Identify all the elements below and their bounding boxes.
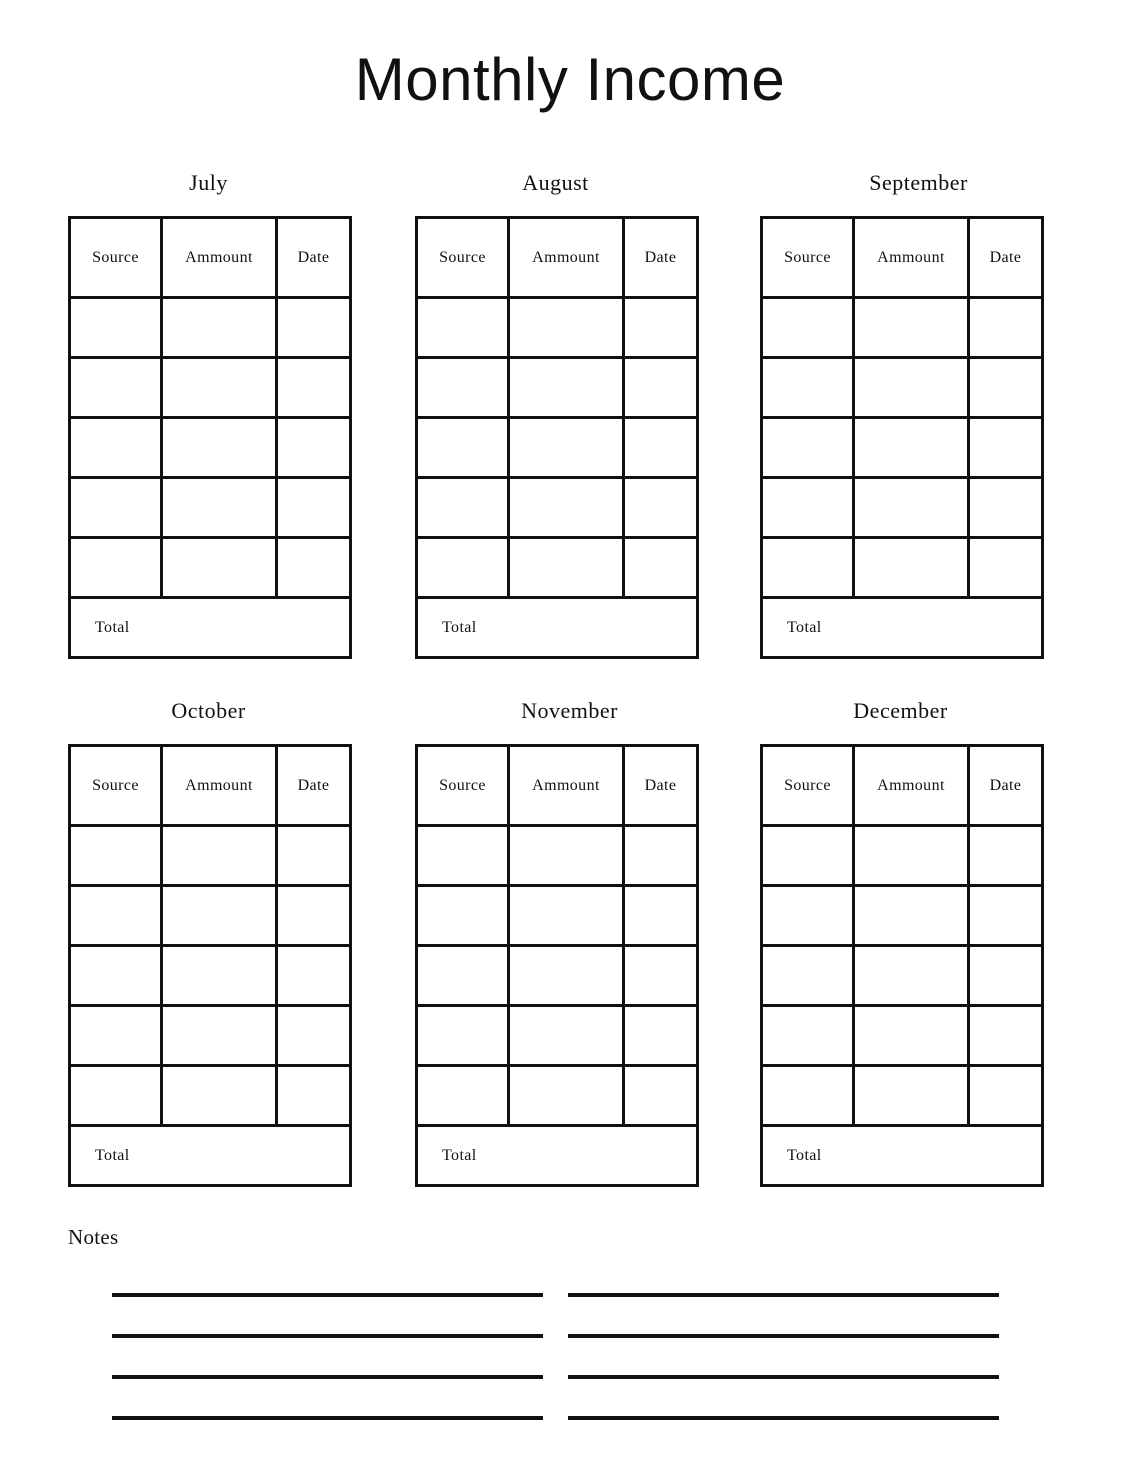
note-line[interactable] (568, 1375, 999, 1379)
table-row (762, 946, 1043, 1006)
table-row (762, 886, 1043, 946)
date-cell[interactable] (969, 826, 1043, 886)
income-table (415, 216, 699, 659)
month-title: August (522, 170, 589, 195)
date-cell[interactable] (969, 886, 1043, 946)
date-cell[interactable] (277, 826, 351, 886)
total-cell[interactable]: Total (70, 598, 351, 658)
amount-cell[interactable] (509, 358, 624, 418)
source-cell[interactable] (417, 1066, 509, 1126)
amount-cell[interactable] (509, 538, 624, 598)
date-header: Date (277, 218, 351, 298)
amount-header: Ammount (162, 746, 277, 826)
date-cell[interactable] (969, 946, 1043, 1006)
table-row (70, 538, 351, 598)
source-header: Source (762, 746, 854, 826)
table-row (70, 298, 351, 358)
amount-cell[interactable] (509, 826, 624, 886)
date-cell[interactable] (969, 478, 1043, 538)
source-cell[interactable] (417, 826, 509, 886)
source-cell[interactable] (762, 478, 854, 538)
source-cell[interactable] (70, 538, 162, 598)
date-header: Date (969, 746, 1043, 826)
amount-cell[interactable] (162, 826, 277, 886)
income-table (68, 744, 352, 1187)
table-row (417, 1006, 698, 1066)
date-cell[interactable] (277, 1006, 351, 1066)
income-table (68, 216, 352, 659)
date-cell[interactable] (277, 358, 351, 418)
table-row (70, 418, 351, 478)
table-row (762, 358, 1043, 418)
amount-cell[interactable] (162, 1006, 277, 1066)
total-row (417, 598, 698, 658)
date-cell[interactable] (624, 826, 698, 886)
source-header: Source (417, 746, 509, 826)
date-cell[interactable] (969, 358, 1043, 418)
source-cell[interactable] (70, 1006, 162, 1066)
month-title: November (521, 698, 618, 723)
source-cell[interactable] (417, 946, 509, 1006)
amount-cell[interactable] (509, 886, 624, 946)
source-cell[interactable] (70, 298, 162, 358)
amount-cell[interactable] (162, 358, 277, 418)
amount-cell[interactable] (854, 826, 969, 886)
date-cell[interactable] (969, 1006, 1043, 1066)
total-row (70, 1126, 351, 1186)
note-line[interactable] (568, 1416, 999, 1420)
table-row (762, 478, 1043, 538)
month-title: July (189, 170, 228, 195)
table-row (417, 418, 698, 478)
date-cell[interactable] (277, 478, 351, 538)
amount-cell[interactable] (854, 1066, 969, 1126)
amount-cell[interactable] (509, 1066, 624, 1126)
amount-cell[interactable] (854, 538, 969, 598)
table-row (762, 826, 1043, 886)
total-cell[interactable]: Total (417, 598, 698, 658)
table-row (417, 826, 698, 886)
note-line[interactable] (568, 1334, 999, 1338)
note-line[interactable] (112, 1416, 543, 1420)
source-cell[interactable] (762, 886, 854, 946)
date-cell[interactable] (969, 418, 1043, 478)
amount-cell[interactable] (854, 946, 969, 1006)
table-row (417, 478, 698, 538)
total-row (70, 598, 351, 658)
amount-cell[interactable] (162, 538, 277, 598)
source-cell[interactable] (70, 358, 162, 418)
date-header: Date (277, 746, 351, 826)
table-row (70, 358, 351, 418)
total-cell[interactable]: Total (417, 1126, 698, 1186)
table-row (70, 886, 351, 946)
total-cell[interactable]: Total (762, 598, 1043, 658)
note-line[interactable] (112, 1293, 543, 1297)
date-cell[interactable] (624, 946, 698, 1006)
date-cell[interactable] (277, 538, 351, 598)
source-cell[interactable] (70, 1066, 162, 1126)
date-cell[interactable] (624, 538, 698, 598)
table-row (70, 946, 351, 1006)
table-row (762, 1006, 1043, 1066)
amount-cell[interactable] (854, 298, 969, 358)
source-cell[interactable] (70, 418, 162, 478)
date-cell[interactable] (969, 298, 1043, 358)
amount-cell[interactable] (854, 418, 969, 478)
date-cell[interactable] (969, 538, 1043, 598)
source-cell[interactable] (762, 946, 854, 1006)
amount-cell[interactable] (509, 298, 624, 358)
note-line[interactable] (112, 1375, 543, 1379)
amount-cell[interactable] (854, 886, 969, 946)
date-cell[interactable] (624, 478, 698, 538)
table-row (70, 826, 351, 886)
table-row (70, 1066, 351, 1126)
amount-header: Ammount (854, 218, 969, 298)
source-cell[interactable] (762, 1006, 854, 1066)
date-cell[interactable] (277, 418, 351, 478)
total-row (762, 1126, 1043, 1186)
income-table (760, 216, 1044, 659)
source-cell[interactable] (417, 298, 509, 358)
amount-header: Ammount (509, 746, 624, 826)
source-cell[interactable] (417, 886, 509, 946)
month-title: December (853, 698, 948, 723)
total-cell[interactable]: Total (70, 1126, 351, 1186)
source-cell[interactable] (417, 418, 509, 478)
note-line[interactable] (568, 1293, 999, 1297)
source-header: Source (417, 218, 509, 298)
date-cell[interactable] (277, 886, 351, 946)
amount-cell[interactable] (854, 358, 969, 418)
date-cell[interactable] (624, 358, 698, 418)
date-cell[interactable] (969, 1066, 1043, 1126)
table-row (762, 1066, 1043, 1126)
source-cell[interactable] (70, 886, 162, 946)
table-row (762, 538, 1043, 598)
source-cell[interactable] (762, 358, 854, 418)
date-cell[interactable] (624, 1066, 698, 1126)
amount-cell[interactable] (162, 1066, 277, 1126)
amount-cell[interactable] (162, 946, 277, 1006)
source-header: Source (70, 746, 162, 826)
table-row (417, 1066, 698, 1126)
amount-header: Ammount (854, 746, 969, 826)
amount-cell[interactable] (162, 418, 277, 478)
income-table (415, 744, 699, 1187)
amount-cell[interactable] (509, 1006, 624, 1066)
table-row (417, 946, 698, 1006)
total-row (762, 598, 1043, 658)
date-cell[interactable] (277, 1066, 351, 1126)
income-table (760, 744, 1044, 1187)
source-cell[interactable] (417, 538, 509, 598)
notes-label: Notes (68, 1225, 119, 1249)
date-cell[interactable] (624, 418, 698, 478)
date-cell[interactable] (277, 298, 351, 358)
source-cell[interactable] (762, 826, 854, 886)
amount-cell[interactable] (509, 418, 624, 478)
source-cell[interactable] (762, 538, 854, 598)
date-cell[interactable] (624, 886, 698, 946)
table-row (762, 418, 1043, 478)
amount-cell[interactable] (162, 478, 277, 538)
amount-cell[interactable] (509, 946, 624, 1006)
date-cell[interactable] (624, 298, 698, 358)
table-row (417, 538, 698, 598)
source-cell[interactable] (417, 1006, 509, 1066)
source-header: Source (762, 218, 854, 298)
amount-cell[interactable] (162, 298, 277, 358)
date-header: Date (624, 746, 698, 826)
amount-cell[interactable] (854, 1006, 969, 1066)
amount-header: Ammount (162, 218, 277, 298)
table-row (70, 478, 351, 538)
date-cell[interactable] (277, 946, 351, 1006)
date-cell[interactable] (624, 1006, 698, 1066)
source-cell[interactable] (762, 1066, 854, 1126)
amount-cell[interactable] (854, 478, 969, 538)
page-title: Monthly Income (354, 46, 786, 113)
source-cell[interactable] (762, 298, 854, 358)
source-cell[interactable] (417, 478, 509, 538)
table-row (762, 298, 1043, 358)
month-title: October (171, 698, 246, 723)
source-cell[interactable] (70, 946, 162, 1006)
source-cell[interactable] (762, 418, 854, 478)
source-cell[interactable] (70, 478, 162, 538)
date-header: Date (624, 218, 698, 298)
source-cell[interactable] (70, 826, 162, 886)
amount-header: Ammount (509, 218, 624, 298)
note-line[interactable] (112, 1334, 543, 1338)
source-header: Source (70, 218, 162, 298)
table-row (417, 886, 698, 946)
amount-cell[interactable] (162, 886, 277, 946)
total-cell[interactable]: Total (762, 1126, 1043, 1186)
month-title: September (869, 170, 968, 195)
table-row (417, 358, 698, 418)
amount-cell[interactable] (509, 478, 624, 538)
table-row (70, 1006, 351, 1066)
date-header: Date (969, 218, 1043, 298)
total-row (417, 1126, 698, 1186)
source-cell[interactable] (417, 358, 509, 418)
table-row (417, 298, 698, 358)
